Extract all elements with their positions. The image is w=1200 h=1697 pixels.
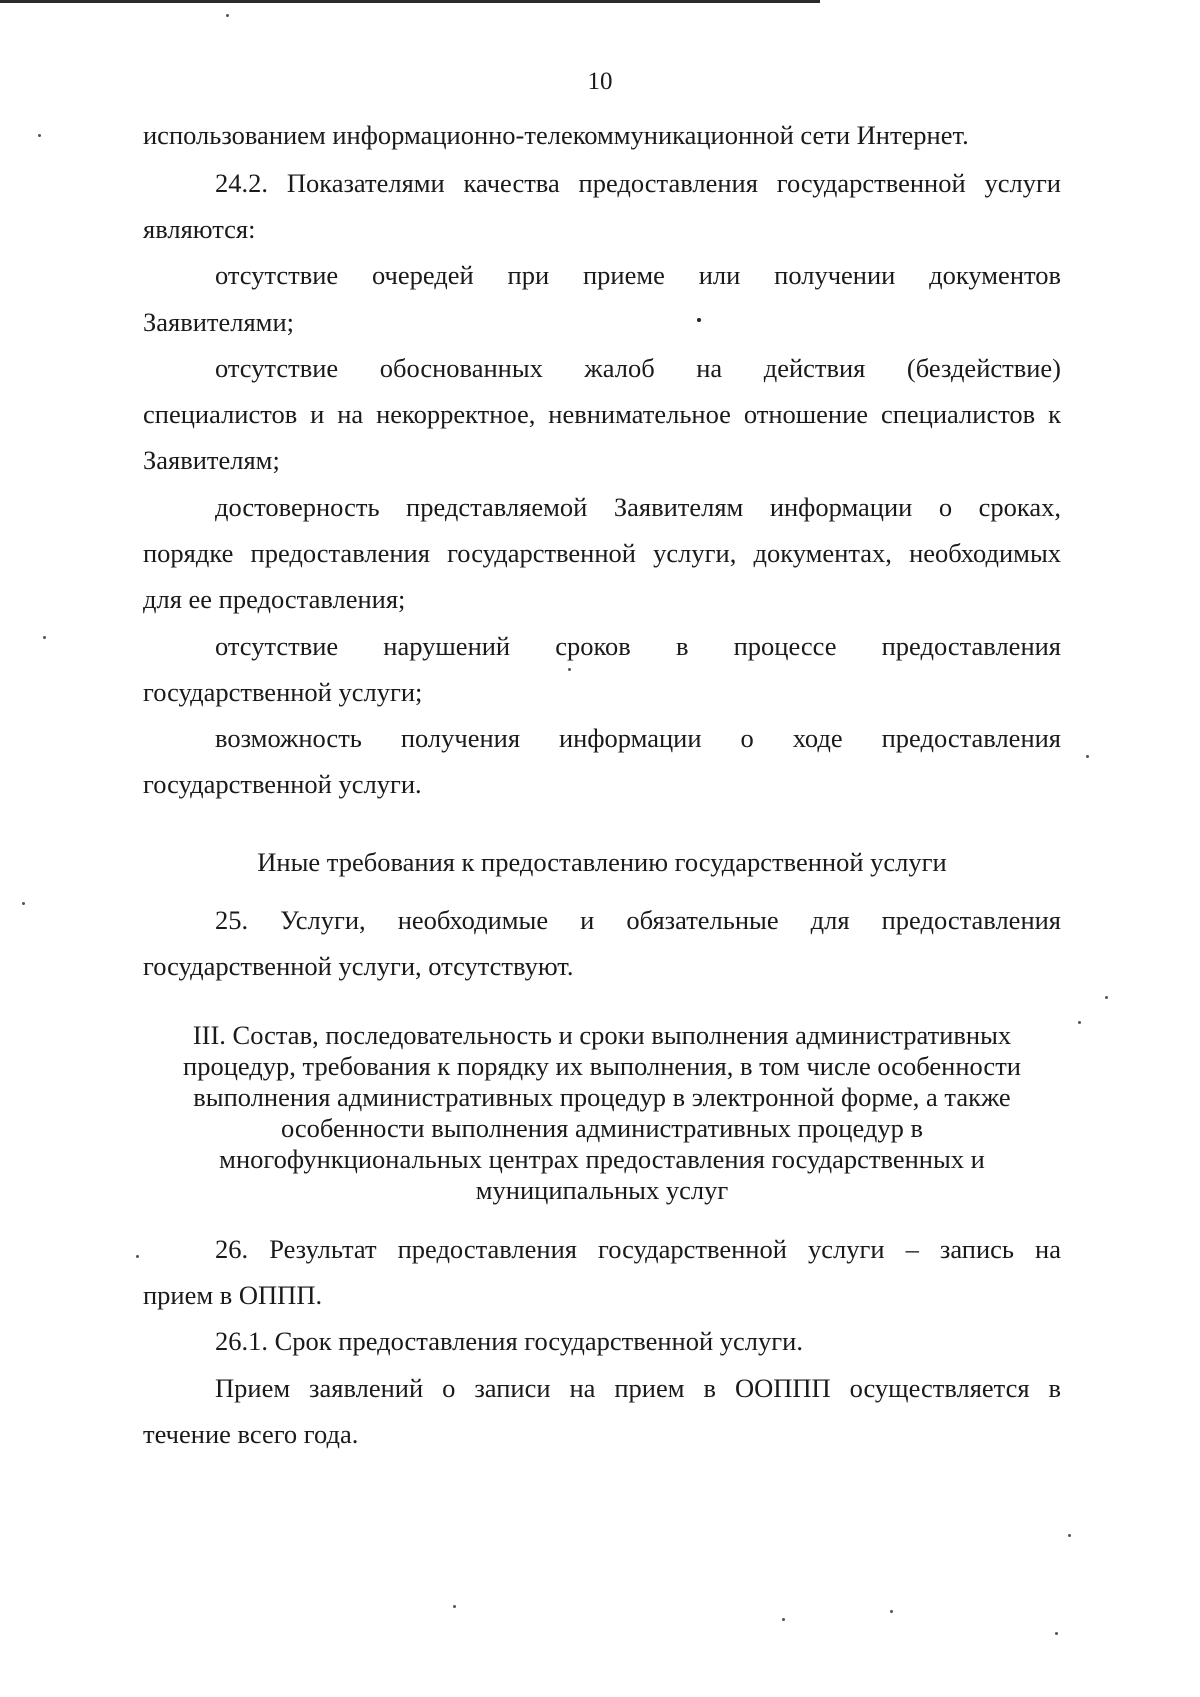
criterion-4-line-1: отсутствие нарушений сроков в процессе предоставления xyxy=(215,631,1061,661)
section-3-heading-line-3: выполнения административных процедур в электронной форме, а также xyxy=(193,1082,1011,1112)
section-heading-other-requirements: Иные требования к предоставлению государственной услуги xyxy=(257,847,947,877)
page-number: 10 xyxy=(587,68,613,95)
paragraph-24-2-line-1: 24.2. Показателями качества предоставления государственной услуги xyxy=(215,168,1061,198)
scan-speck xyxy=(890,1610,893,1613)
scan-speck xyxy=(453,1605,456,1608)
scan-speck xyxy=(1055,1632,1058,1635)
scan-speck xyxy=(782,1618,785,1621)
criterion-3-line-2: порядке предоставления государственной услуги, документах, необходимых xyxy=(143,538,1061,568)
scan-speck xyxy=(1105,996,1108,999)
scan-speck xyxy=(568,668,571,671)
section-3-heading-line-4: особенности выполнения административных процедур в xyxy=(280,1113,924,1143)
scan-speck xyxy=(136,1255,139,1258)
section-3-heading-line-1: III. Состав, последовательность и сроки выполнения административных xyxy=(192,1020,1012,1050)
criterion-2-line-3: Заявителям; xyxy=(143,445,280,475)
criterion-1-line-2: Заявителями; xyxy=(143,307,294,337)
section-3-heading-line-5: многофункциональных центрах предоставления государственных и xyxy=(219,1144,985,1174)
scan-speck xyxy=(697,318,701,322)
criterion-2-line-2: специалистов и на некорректное, невнимательное отношение специалистов к xyxy=(143,399,1061,429)
criterion-2-line-1: отсутствие обоснованных жалоб на действия (бездействие) xyxy=(215,353,1061,383)
criterion-3-line-3: для ее предоставления; xyxy=(143,584,406,614)
criterion-1-line-1: отсутствие очередей при приеме или получении документов xyxy=(215,260,1061,290)
paragraph-25-line-1: 25. Услуги, необходимые и обязательные для предоставления xyxy=(215,905,1061,935)
paragraph-26-line-1: 26. Результат предоставления государственной услуги – запись на xyxy=(215,1234,1061,1264)
paragraph-25-line-2: государственной услуги, отсутствуют. xyxy=(143,951,574,981)
section-3-heading-line-6: муниципальных услуг xyxy=(475,1175,729,1205)
scan-speck xyxy=(226,14,229,17)
text-line: использованием информационно-телекоммуникационной сети Интернет. xyxy=(143,120,969,150)
scan-speck xyxy=(1078,1021,1081,1024)
criterion-5-line-1: возможность получения информации о ходе предоставления xyxy=(215,723,1061,753)
scan-speck xyxy=(38,134,41,137)
scan-speck xyxy=(43,636,46,639)
paragraph-26-1-detail-line-1: Прием заявлений о записи на прием в ООППП осуществляется в xyxy=(215,1373,1061,1403)
criterion-5-line-2: государственной услуги. xyxy=(143,769,422,799)
criterion-4-line-2: государственной услуги; xyxy=(143,677,423,707)
paragraph-26-1: 26.1. Срок предоставления государственной услуги. xyxy=(215,1326,803,1356)
scan-speck xyxy=(1068,1534,1071,1537)
section-3-heading-line-2: процедур, требования к порядку их выполнения, в том числе особенности xyxy=(183,1051,1021,1081)
scan-speck xyxy=(1086,755,1089,758)
scan-speck xyxy=(22,902,25,905)
paragraph-24-2-line-2: являются: xyxy=(143,214,256,244)
criterion-3-line-1: достоверность представляемой Заявителям информации о сроках, xyxy=(215,492,1061,522)
top-border-line xyxy=(0,0,820,3)
paragraph-26-line-2: прием в ОППП. xyxy=(143,1280,323,1310)
paragraph-26-1-detail-line-2: течение всего года. xyxy=(143,1419,359,1449)
